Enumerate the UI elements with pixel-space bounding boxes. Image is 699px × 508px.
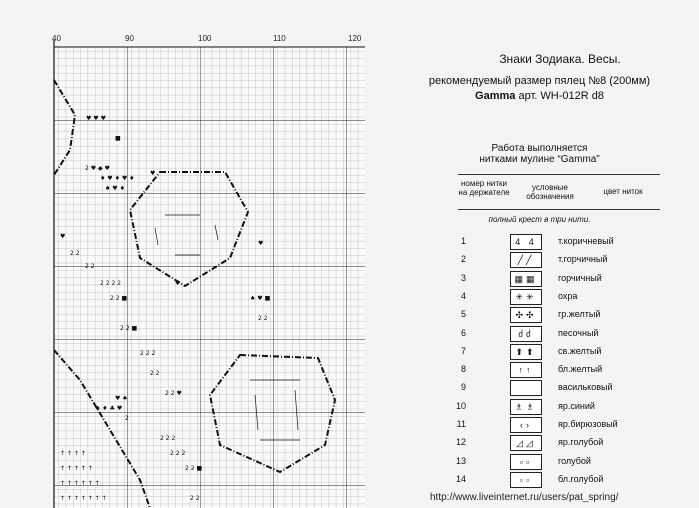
svg-text:↑ ↑ ↑ ↑ ↑ ↑ ↑: ↑ ↑ ↑ ↑ ↑ ↑ ↑ bbox=[60, 495, 107, 502]
svg-text:♠ ♦ ♣ ♥: ♠ ♦ ♣ ♥ bbox=[95, 405, 123, 412]
legend-row bbox=[450, 434, 690, 452]
col-color: цвет ниток bbox=[603, 187, 643, 196]
color-name: яр.бирюзовый bbox=[558, 419, 618, 429]
legend-row bbox=[450, 416, 690, 434]
thread-number: 13 bbox=[455, 455, 466, 466]
axis-tick-100: 100 bbox=[198, 34, 212, 43]
color-name: т.горчичный bbox=[558, 254, 608, 265]
color-name: бл.желтый bbox=[558, 364, 603, 375]
svg-text:2 2 ■: 2 2 ■ bbox=[185, 465, 203, 472]
color-name: васильковый bbox=[558, 382, 613, 393]
axis-tick-40: 40 bbox=[52, 34, 61, 43]
symbol-box: ◿◿ bbox=[510, 435, 542, 451]
symbol-box: ↑↑ bbox=[510, 362, 542, 378]
symbol-box: ✣✣ bbox=[510, 307, 542, 323]
svg-text:2 2: 2 2 bbox=[85, 263, 95, 270]
svg-text:2 2 2 2: 2 2 2 2 bbox=[100, 280, 121, 287]
legend-row bbox=[450, 471, 690, 489]
pattern-legend bbox=[380, 0, 699, 508]
article-code: арт. WH-012R d8 bbox=[518, 90, 604, 102]
svg-text:2 2: 2 2 bbox=[70, 250, 80, 257]
work-line-1: Работа выполняется bbox=[491, 143, 588, 154]
legend-row bbox=[450, 398, 690, 416]
symbol-box: ⬆⬆ bbox=[510, 344, 542, 360]
svg-text:♥ ♥ ♥: ♥ ♥ ♥ bbox=[86, 115, 106, 122]
color-name: гр.желтый bbox=[558, 309, 601, 320]
svg-text:♥: ♥ bbox=[175, 280, 181, 287]
hoop-size: рекомендуемый размер пялец №8 (200мм) bbox=[428, 75, 651, 87]
work-line-2: нитками мулине “Gamma” bbox=[479, 154, 600, 165]
color-name: св.желтый bbox=[558, 345, 602, 356]
symbol-box: ♗♗ bbox=[510, 399, 542, 415]
watermark-url: http://www.liveinternet.ru/users/pat_spring/ bbox=[430, 492, 619, 503]
color-name: горчичный bbox=[558, 272, 602, 283]
svg-text:2 2 2: 2 2 2 bbox=[140, 350, 156, 357]
thread-number: 7 bbox=[460, 345, 466, 356]
thread-number: 14 bbox=[455, 473, 466, 484]
stitch-note: полный крест в три нити. bbox=[488, 215, 591, 224]
color-name: т.коричневый bbox=[558, 236, 614, 246]
legend-row bbox=[450, 233, 690, 251]
legend-header bbox=[458, 174, 660, 210]
symbol-box: ▫▫ bbox=[510, 472, 542, 488]
legend-row bbox=[450, 325, 690, 343]
symbol-box: ძძ bbox=[510, 326, 542, 342]
symbol-box bbox=[510, 380, 542, 396]
svg-text:2 2: 2 2 bbox=[150, 370, 160, 377]
thread-number: 12 bbox=[455, 437, 466, 448]
axis-tick-120: 120 bbox=[348, 34, 362, 43]
svg-text:♠ ♥ ♦: ♠ ♥ ♦ bbox=[105, 185, 125, 192]
thread-number: 2 bbox=[460, 254, 466, 265]
article-line bbox=[380, 90, 699, 102]
svg-text:♥: ♥ bbox=[60, 233, 66, 240]
thread-number: 8 bbox=[460, 364, 466, 375]
svg-text:2 2 ♥: 2 2 ♥ bbox=[165, 390, 182, 397]
color-name: яр.синий bbox=[558, 400, 595, 411]
legend-row bbox=[450, 270, 690, 288]
legend-row bbox=[450, 361, 690, 379]
pattern-title: Знаки Зодиака. Весы. bbox=[499, 52, 621, 66]
svg-text:↑ ↑ ↑ ↑ ↑ ↑: ↑ ↑ ↑ ↑ ↑ ↑ bbox=[60, 480, 100, 487]
svg-text:2 2 ■: 2 2 ■ bbox=[110, 295, 128, 302]
legend-row bbox=[450, 453, 690, 471]
thread-number: 5 bbox=[460, 309, 466, 320]
svg-text:♥: ♥ bbox=[150, 170, 156, 177]
brand-name: Gamma bbox=[475, 90, 516, 102]
legend-row bbox=[450, 288, 690, 306]
color-name: охра bbox=[558, 290, 578, 301]
symbol-box: ▦▦ bbox=[510, 271, 542, 287]
svg-text:2 2 2: 2 2 2 bbox=[170, 450, 186, 457]
svg-text:♥ ♠: ♥ ♠ bbox=[115, 395, 128, 402]
color-name: бл.голубой bbox=[558, 473, 604, 484]
axis-tick-110: 110 bbox=[273, 34, 286, 43]
thread-number: 1 bbox=[460, 236, 466, 246]
thread-number: 6 bbox=[460, 327, 466, 338]
svg-text:2 2: 2 2 bbox=[190, 495, 200, 502]
color-name: яр.голубой bbox=[558, 437, 604, 448]
thread-number: 10 bbox=[455, 400, 466, 411]
svg-text:2 ♥ ◆ ♥: 2 ♥ ◆ ♥ bbox=[85, 165, 110, 172]
svg-text:■: ■ bbox=[115, 135, 121, 142]
color-name: голубой bbox=[558, 455, 591, 466]
legend-row bbox=[450, 306, 690, 324]
svg-text:↑ ↑ ↑ ↑: ↑ ↑ ↑ ↑ bbox=[60, 450, 86, 457]
thread-note bbox=[380, 143, 699, 165]
svg-text:↑ ↑ ↑ ↑ ↑: ↑ ↑ ↑ ↑ ↑ bbox=[60, 465, 93, 472]
thread-number: 9 bbox=[460, 382, 466, 393]
thread-number: 4 bbox=[460, 290, 466, 301]
svg-text:♠ ♥ ■: ♠ ♥ ■ bbox=[250, 295, 271, 302]
svg-text:2: 2 bbox=[125, 415, 129, 422]
color-name: песочный bbox=[558, 327, 599, 338]
col-symbol: условные обозначения bbox=[526, 183, 574, 201]
symbol-box: 4 4 bbox=[510, 234, 542, 250]
svg-text:2 2 2: 2 2 2 bbox=[160, 435, 176, 442]
svg-text:♥: ♥ bbox=[258, 240, 264, 247]
thread-number: 3 bbox=[460, 272, 466, 283]
col-number: номер нитки на держателе bbox=[458, 179, 510, 197]
thread-number: 11 bbox=[456, 419, 466, 429]
legend-row bbox=[450, 379, 690, 397]
axis-tick-90: 90 bbox=[125, 34, 134, 43]
symbol-box: ▫▫ bbox=[510, 454, 542, 470]
symbol-box: ╱╱ bbox=[510, 252, 542, 268]
symbol-box: ✳✳ bbox=[510, 289, 542, 305]
legend-row bbox=[450, 251, 690, 269]
legend-row bbox=[450, 343, 690, 361]
svg-text:2 2 ■: 2 2 ■ bbox=[120, 325, 138, 332]
symbol-box: ‹› bbox=[510, 417, 542, 433]
svg-text:♦ ♥ ♦ ♥ ♦: ♦ ♥ ♦ ♥ ♦ bbox=[100, 175, 135, 182]
svg-text:2 2: 2 2 bbox=[258, 315, 268, 322]
